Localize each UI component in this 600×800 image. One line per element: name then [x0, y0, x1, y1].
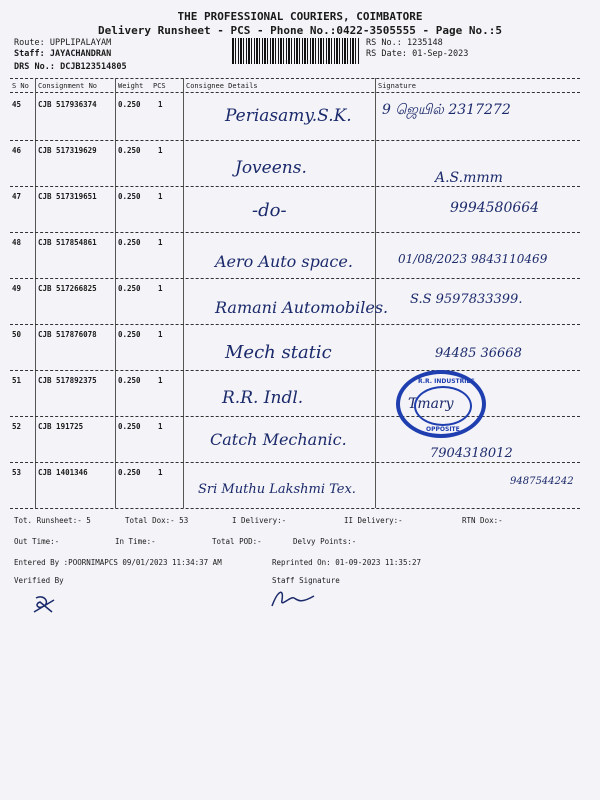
company-name: THE PROFESSIONAL COURIERS, COIMBATORE — [177, 10, 423, 23]
row-sno: 51 — [12, 376, 22, 385]
entered-by: Entered By :POORNIMAPCS 09/01/2023 11:34:37 AM — [14, 558, 222, 567]
row-signature: Tmary — [408, 396, 454, 412]
table-row — [10, 372, 585, 418]
route-value: UPPLIPALAYAM — [49, 38, 112, 48]
rtn-dox: RTN Dox:- — [462, 516, 503, 525]
row-signature: 01/08/2023 9843110469 — [398, 252, 548, 266]
row-weight: 0.250 — [118, 422, 141, 431]
row-rule — [10, 278, 580, 279]
staff-label: Staff: — [14, 49, 45, 59]
i-delivery: I Delivery:- — [232, 516, 287, 525]
row-signature: 9487544242 — [510, 476, 574, 487]
row-pcs: 1 — [158, 376, 163, 385]
col-sno: S No — [12, 82, 29, 90]
row-signature: S.S 9597833399. — [410, 292, 523, 307]
row-weight: 0.250 — [118, 100, 141, 109]
row-sno: 50 — [12, 330, 22, 339]
row-consignment: CJB 191725 — [38, 422, 84, 431]
table-row — [10, 188, 585, 234]
row-rule — [10, 232, 580, 233]
col-consignee: Consignee Details — [186, 82, 258, 90]
row-consignment: CJB 517319651 — [38, 192, 97, 201]
row-signature: 9994580664 — [450, 200, 540, 216]
table-row — [10, 464, 585, 510]
in-time: In Time:- — [115, 537, 156, 546]
rs-date-value: 01-Sep-2023 — [412, 49, 469, 59]
runsheet-subtitle: Delivery Runsheet - PCS - Phone No.:0422-3505555 - Page No.:5 — [98, 24, 502, 37]
out-time: Out Time:- — [14, 537, 60, 546]
row-weight: 0.250 — [118, 238, 141, 247]
row-weight: 0.250 — [118, 376, 141, 385]
total-dox: Total Dox:- 53 — [125, 516, 189, 525]
row-rule — [10, 508, 580, 509]
rs-date-line — [366, 49, 468, 59]
row-rule — [10, 370, 580, 371]
verifier-signature — [30, 592, 60, 618]
row-rule — [10, 324, 580, 325]
row-consignment: CJB 1401346 — [38, 468, 88, 477]
row-pcs: 1 — [158, 468, 163, 477]
row-consignment: CJB 517892375 — [38, 376, 97, 385]
row-rule — [10, 186, 580, 187]
row-pcs: 1 — [158, 192, 163, 201]
table-row — [10, 142, 585, 188]
table-row — [10, 96, 585, 142]
row-weight: 0.250 — [118, 468, 141, 477]
row-consignee: -do- — [252, 200, 287, 221]
row-consignment: CJB 517876078 — [38, 330, 97, 339]
delvy-points: Delvy Points:- — [293, 537, 357, 546]
row-consignee: Ramani Automobiles. — [215, 298, 389, 317]
rs-date-label: RS Date: — [366, 49, 407, 59]
barcode — [232, 38, 360, 64]
rs-no-line — [366, 38, 443, 48]
table-row — [10, 418, 585, 464]
table-row — [10, 234, 585, 280]
row-consignee: Joveens. — [235, 158, 307, 178]
ii-delivery: II Delivery:- — [344, 516, 403, 525]
col-pcs: PCS — [153, 82, 166, 90]
row-rule — [10, 462, 580, 463]
staff-signature-label: Staff Signature — [272, 576, 340, 585]
row-rule — [10, 416, 580, 417]
row-pcs: 1 — [158, 284, 163, 293]
row-sno: 45 — [12, 100, 22, 109]
table-row — [10, 326, 585, 372]
drs-line — [14, 62, 127, 72]
row-sno: 46 — [12, 146, 22, 155]
company-stamp — [396, 370, 486, 438]
row-consignee: Mech static — [225, 342, 332, 363]
stamp-inner-ring — [414, 386, 472, 426]
total-pod: Total POD:- — [212, 537, 262, 546]
row-consignee: Catch Mechanic. — [210, 430, 347, 449]
col-consignment: Consignment No — [38, 82, 98, 90]
table-row — [10, 280, 585, 326]
header-bottom-rule — [10, 92, 580, 93]
row-consignment: CJB 517854861 — [38, 238, 97, 247]
row-signature: 9 ஜெயில் 2317272 — [382, 102, 511, 118]
drs-value: DCJB123514805 — [60, 62, 127, 72]
rs-no-value: 1235148 — [406, 38, 443, 48]
row-consignment: CJB 517936374 — [38, 100, 97, 109]
drs-label: DRS No.: — [14, 62, 55, 72]
row-sno: 47 — [12, 192, 22, 201]
row-pcs: 1 — [158, 422, 163, 431]
rs-no-label: RS No.: — [366, 38, 402, 48]
staff-signature — [268, 586, 318, 612]
row-pcs: 1 — [158, 330, 163, 339]
row-sno: 52 — [12, 422, 22, 431]
row-consignment: CJB 517266825 — [38, 284, 97, 293]
stamp-bottom-text: OPPOSITE — [426, 426, 460, 433]
row-weight: 0.250 — [118, 330, 141, 339]
header-top-rule — [10, 78, 580, 79]
col-weight: Weight — [118, 82, 144, 90]
route-label: Route: — [14, 38, 45, 48]
row-signature: 7904318012 — [430, 446, 513, 461]
stamp-top-text: R.R. INDUSTRIES — [418, 378, 475, 385]
verified-by: Verified By — [14, 576, 64, 585]
row-rule — [10, 140, 580, 141]
row-consignee: Periasamy.S.K. — [225, 106, 352, 126]
route-line — [14, 38, 111, 48]
row-sno: 48 — [12, 238, 22, 247]
row-weight: 0.250 — [118, 284, 141, 293]
row-signature: A.S.mmm — [435, 170, 503, 186]
row-sno: 49 — [12, 284, 22, 293]
row-consignee: Sri Muthu Lakshmi Tex. — [198, 482, 356, 497]
col-signature: Signature — [378, 82, 416, 90]
row-signature: 94485 36668 — [435, 346, 522, 361]
tot-runsheet: Tot. Runsheet:- 5 — [14, 516, 91, 525]
row-consignment: CJB 517319629 — [38, 146, 97, 155]
row-consignee: R.R. Indl. — [222, 388, 304, 408]
row-pcs: 1 — [158, 238, 163, 247]
row-pcs: 1 — [158, 146, 163, 155]
row-pcs: 1 — [158, 100, 163, 109]
row-weight: 0.250 — [118, 192, 141, 201]
reprinted-on: Reprinted On: 01-09-2023 11:35:27 — [272, 558, 422, 567]
row-consignee: Aero Auto space. — [215, 252, 353, 271]
row-weight: 0.250 — [118, 146, 141, 155]
row-sno: 53 — [12, 468, 22, 477]
staff-value: JAYACHANDRAN — [49, 49, 112, 59]
staff-line — [14, 49, 111, 59]
